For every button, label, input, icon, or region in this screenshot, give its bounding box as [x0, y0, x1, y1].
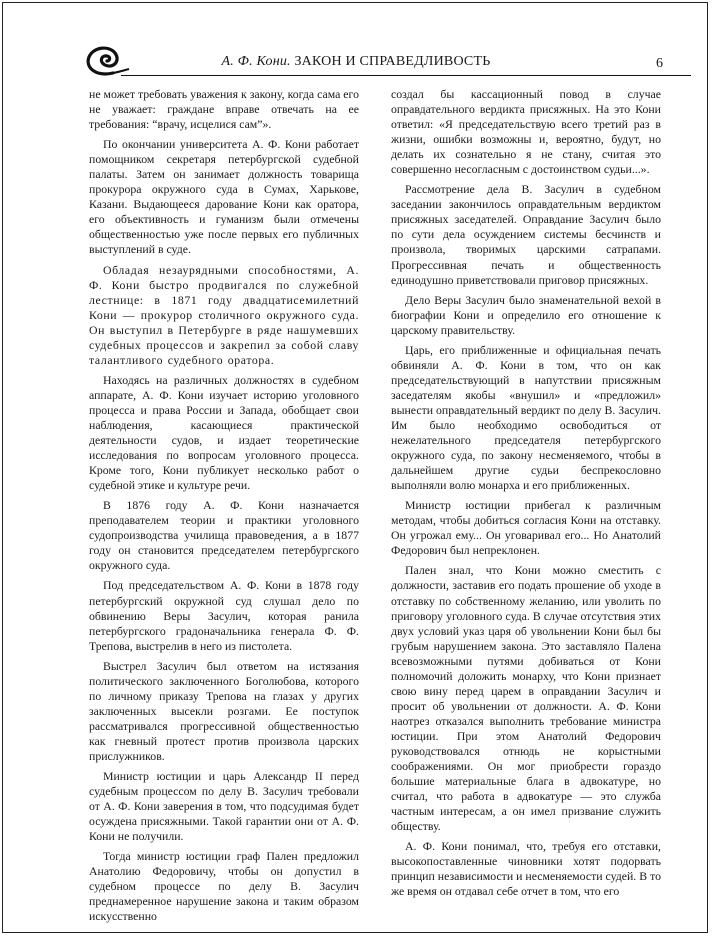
header-rule	[121, 75, 691, 76]
paragraph: Тогда министр юстиции граф Пален предложил Анатолию Федоровичу, чтобы он допустил в судебном процессе по делу В. Засулич преднамеренное нарушение закона и таким образом искусственно	[89, 849, 359, 924]
paragraph: Выстрел Засулич был ответом на истязания политического заключенного Боголюбова, которого по личному приказу Трепова на глазах у других заключенных высекли розгами. Ее поступок рассматривался прогрессивной общественностью как гневный протест против произвола царских прислужников.	[89, 658, 359, 763]
paragraph: не может требовать уважения к закону, когда сама его не уважает: граждане вправе отвечать на ее требования: “врачу, исцелися сам”».	[89, 87, 359, 132]
header-author: А. Ф. Кони.	[221, 54, 291, 69]
paragraph: Министр юстиции и царь Александр II перед судебным процессом по делу В. Засулич требовали от А. Ф. Кони заверения в том, что подсудимая будет осуждена присяжными. Такой гарантии они от А. Ф. Кони не получили.	[89, 769, 359, 844]
paragraph: По окончании университета А. Ф. Кони работает помощником секретаря петербургской судебной палаты. Затем он занимает должность товарища прокурора окружного суда в Сумах, Харькове, Казани. Выдающееся дарование Кони как оратора, его объективность и гуманизм были отмечены общественностью уже после первых его публичных выступлений в суде.	[89, 137, 359, 257]
paragraph: Министр юстиции прибегал к различным методам, чтобы добиться согласия Кони на отставку. Он угрожал ему... Он уговаривал его... Но Анатолий Федорович был непреклонен.	[391, 498, 661, 558]
header-title	[3, 54, 709, 70]
left-column	[89, 87, 359, 924]
paragraph: В 1876 году А. Ф. Кони назначается преподавателем теории и практики уголовного судопроизводства училища правоведения, а в 1877 году он становится председателем петербургского окружного суда.	[89, 498, 359, 573]
paragraph: Рассмотрение дела В. Засулич в судебном заседании закончилось оправдательным вердиктом присяжных заседателей. Оправдание Засулич было по сути дела осуждением системы бесчинств и произвола, творимых царскими сатрапами. Прогрессивная печать и общественность единодушно приветствовали приговор присяжных.	[391, 182, 661, 287]
running-header	[3, 41, 709, 81]
paragraph: А. Ф. Кони понимал, что, требуя его отставки, высокопоставленные чиновники хотят подорвать принцип независимости и несменяемости судей. В то же время он отдавал себе отчет в том, что его	[391, 839, 661, 899]
paragraph: Под председательством А. Ф. Кони в 1878 году петербургский окружной суд слушал дело по обвинению Веры Засулич, которая ранила петербургского градоначальника генерала Ф. Ф. Трепова, выстрелив в него из пистолета.	[89, 578, 359, 653]
paragraph: Обладая незаурядными способностями, А. Ф. Кони быстро продвигался по служебной лестнице: в 1871 году двадцатисемилетний Кони — прокурор столичного окружного суда. Он выступил в Петербурге в ряде нашумевших судебных процессов и закрепил за собой славу талантливого судебного оратора.	[89, 262, 359, 367]
paragraph: Пален знал, что Кони можно сместить с должности, заставив его подать прошение об уходе в отставку по собственному желанию, или уволить по приговору уголовного суда. В случае отсутствия этих двух условий указ царя об увольнении Кони был бы грубым нарушением закона. Это заставляло Палена всевозможными путями добиваться от Кони полномочий доложить монарху, что Кони признает свою вину перед царем в оправдании Засулич и просит об увольнении от должности. А. Ф. Кони наотрез отказался выполнить требование министра юстиции. При этом Анатолий Федорович руководствовался отнюдь не корыстными соображениями. Он мог приобрести гораздо большие материальные блага в адвокатуре, но считал, что работа в адвокатуре — это служба частным интересам, а он имел призвание служить обществу.	[391, 563, 661, 834]
paragraph: создал бы кассационный повод в случае оправдательного вердикта присяжных. На это Кони ответил: «Я председательствую всего третий раз в жизни, ошибки возможны и, вероятно, будут, но делать их сознательно я не стану, считая это совершенно несогласным с достоинством судьи...».	[391, 87, 661, 177]
page-number: 6	[656, 56, 663, 71]
paragraph: Дело Веры Засулич было знаменательной вехой в биографии Кони и определило его отношение к царскому правительству.	[391, 292, 661, 337]
paragraph: Находясь на различных должностях в судебном аппарате, А. Ф. Кони изучает историю уголовного процесса и права России и Запада, обобщает свои наблюдения, касающиеся практической деятельности судов, и издает теоретические исследования по вопросам уголовного процесса. Кроме того, Кони публикует несколько работ о судебной этике и культуре речи.	[89, 372, 359, 493]
header-book-title: ЗАКОН И СПРАВЕДЛИВОСТЬ	[294, 54, 491, 69]
right-column	[391, 87, 661, 899]
book-page	[2, 2, 708, 933]
paragraph: Царь, его приближенные и официальная печать обвиняли А. Ф. Кони в том, что он как председательствующий в напутствии присяжным заседателям якобы «внушил» и «предложил» вынести оправдательный вердикт по делу В. Засулич. Им было необходимо освободиться от нежелательного председателя петербургского окружного суда, по закону несменяемого, чтобы в дальнейшем другие судьи беспрекословно выполняли волю монарха и его приближенных.	[391, 342, 661, 493]
text-columns	[89, 87, 663, 924]
